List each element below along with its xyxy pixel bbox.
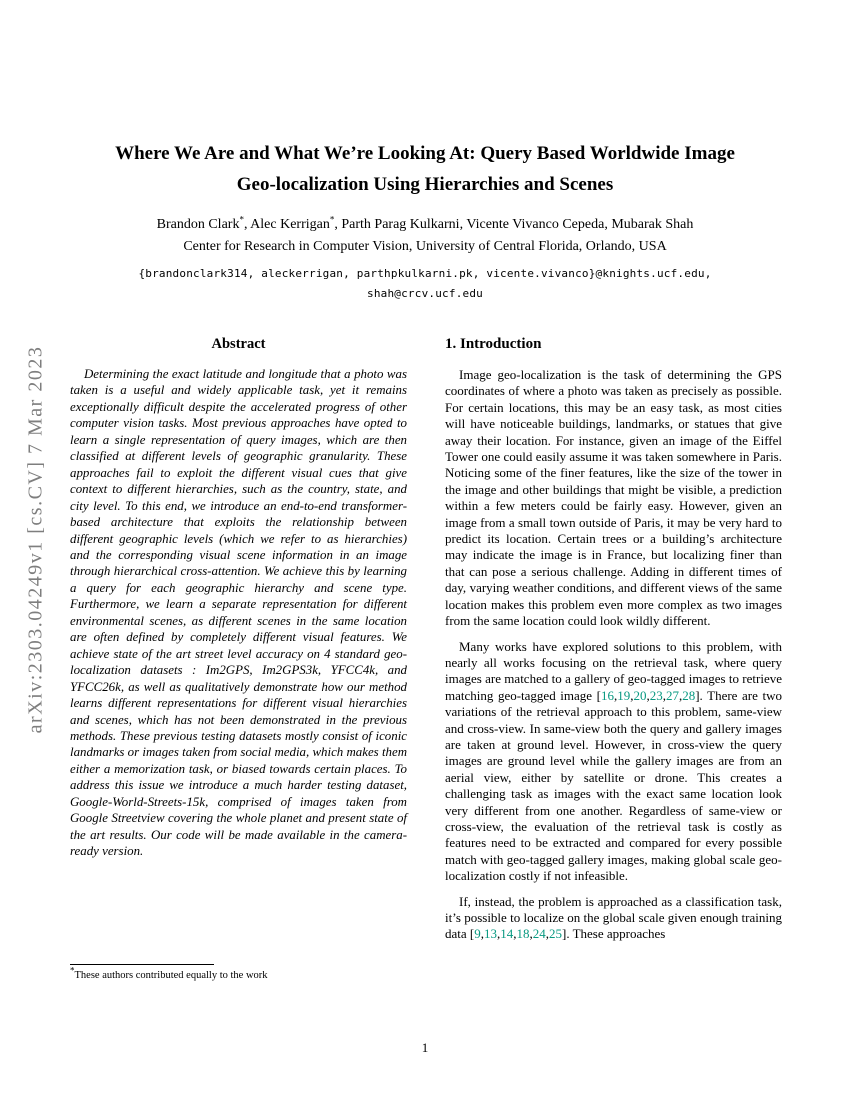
citation-link[interactable]: 13 [483, 926, 497, 942]
intro-paragraph-1 [445, 367, 782, 630]
text-run: , Parth Parag Kulkarni, Vicente Vivanco Cepeda, Mubarak Shah [334, 217, 694, 232]
title-line-1: Where We Are and What We’re Looking At: Query Based Worldwide Image [115, 143, 735, 164]
text-run: , [613, 687, 618, 703]
right-column [445, 336, 782, 952]
citation-link[interactable]: 19 [617, 687, 631, 703]
abstract-text: Determining the exact latitude and longitude that a photo was taken is a useful and widely applicable task, yet it remains exceptionally difficult despite the accelerated progress of other computer vision tasks. Most previous approaches have opted to learn a single representation of query images, which are then classified at different levels of geographic granularity. These approaches fail to exploit the different visual cues that give context to different hierarchies, such as the country, state, and city level. To this end, we introduce an end-to-end transformer-based architecture that exploits the relationship between different geographic levels (which we refer to as hierarchies) and the corresponding visual scene information in an image through hierarchical cross-attention. We achieve this by learning a query for each geographic hierarchy and scene type. Furthermore, we learn a separate representation for different environmental scenes, as different scenes in the same location are often defined by completely different visual features. We achieve state of the art street level accuracy on 4 standard geo-localization datasets : Im2GPS, Im2GPS3k, YFCC4k, and YFCC26k, as well as qualitatively demonstrate how our method learns different representations for different visual hierarchies and scenes, which has not been demonstrated in the previous methods. These previous testing datasets mostly consist of iconic landmarks or images taken from social media, which makes them either a memorization task, or biased towards certain places. To address this issue we introduce a much harder testing dataset, Google-World-Streets-15k, comprised of images taken from Google Streetview covering the whole planet and present state of the art results. Our code will be made available in the camera-ready version. [70, 367, 407, 859]
intro-paragraph-2 [445, 639, 782, 885]
superscript-mark: * [239, 214, 244, 225]
text-run: , [630, 687, 634, 703]
citation-link[interactable]: 28 [682, 687, 696, 703]
citation-link[interactable]: 18 [516, 926, 530, 942]
two-column-body [70, 336, 782, 952]
text-run: , [646, 687, 650, 703]
text-run: Many works have explored solutions to this problem, with nearly all works focusing on the retrieval task, where query images are matched to a gallery of geo-tagged images to retrieve matching geo-tagged image [ [445, 638, 782, 703]
email-block [0, 264, 850, 304]
abstract-heading: Abstract [211, 336, 266, 352]
citation-link[interactable]: 14 [500, 926, 514, 942]
footnote-rule [70, 964, 214, 965]
footnote-block [70, 964, 407, 981]
text-run: , Alec Kerrigan [243, 217, 330, 232]
title-line-2: Geo-localization Using Hierarchies and Scenes [236, 174, 614, 195]
citation-link[interactable]: 20 [633, 687, 647, 703]
superscript-mark: * [329, 214, 335, 225]
text-run: ]. These approaches [561, 926, 666, 942]
citation-link[interactable]: 9 [474, 926, 481, 942]
text-run: , [513, 926, 517, 942]
text-run: , [529, 926, 533, 942]
text-run: , [545, 926, 549, 942]
author-list [0, 214, 850, 233]
paper-header [0, 138, 850, 304]
affiliation: Center for Research in Computer Vision, University of Central Florida, Orlando, USA [183, 239, 667, 254]
section-heading-introduction: 1. Introduction [445, 336, 542, 352]
text-run: , [678, 687, 683, 703]
citation-link[interactable]: 27 [665, 687, 679, 703]
citation-link[interactable]: 23 [649, 687, 663, 703]
email-line-1: {brandonclark314, aleckerrigan, parthpkulkarni.pk, vicente.vivanco}@knights.ucf.edu, [138, 267, 712, 280]
text-run: , [662, 687, 666, 703]
text-run: , [480, 926, 484, 942]
paper-title [0, 138, 850, 200]
text-run: Image geo-localization is the task of determining the GPS coordinates of where a photo was taken as precisely as possible. For certain locations, this may be an easy task, as most cities will have noticeable buildings, landmarks, or statues that give away their location. For instance, given an image of the Eiffel Tower one could easily assume it was taken somewhere in Paris. Noticing some of the finer features, like the size of the tower in the image and other buildings that might be visible, a prediction within a few meters could be fairly easy. However, given an image from a small town outside of Paris, it may be very hard to predict its location. Certain trees or a building’s architecture may indicate the image is in France, but localizing finer than that can pose a serious challenge. Adding in different times of day, varying weather conditions, and different views of the same location makes this problem even more complex as two images from the same location could look wildly different. [445, 367, 782, 629]
text-run: If, instead, the problem is approached as a classification task, it’s possible to localize on the global scale given enough training data [ [445, 893, 782, 942]
text-run: These authors contributed equally to the work [74, 970, 268, 981]
citation-link[interactable]: 24 [532, 926, 546, 942]
text-run: Brandon Clark [156, 217, 240, 232]
email-line-2: shah@crcv.ucf.edu [367, 287, 483, 300]
superscript-mark: * [70, 965, 75, 976]
equal-contribution-footnote [70, 965, 407, 981]
intro-paragraph-3 [445, 894, 782, 943]
page-number: 1 [421, 1040, 429, 1055]
text-run: ]. There are two variations of the retrieval approach to this problem, same-view and cross-view. In same-view both the query and gallery images are taken at ground level. However, in cross-view the query images are ground level while the gallery images are from an aerial view, either by satellite or drone. This creates a challenging task as images with the exact same location look very different from one another. Regardless of same-view or cross-view, the evaluation of the retrieval task is costly as features need to be extracted and compared for every possible match with geo-tagged gallery images, making global scale geo-localization costly if not infeasible. [445, 687, 782, 884]
text-run: , [496, 926, 501, 942]
arxiv-watermark: arXiv:2303.04249v1 [cs.CV] 7 Mar 2023 [24, 345, 47, 734]
left-column [70, 336, 407, 860]
citation-link[interactable]: 25 [548, 926, 562, 942]
citation-link[interactable]: 16 [600, 687, 614, 703]
